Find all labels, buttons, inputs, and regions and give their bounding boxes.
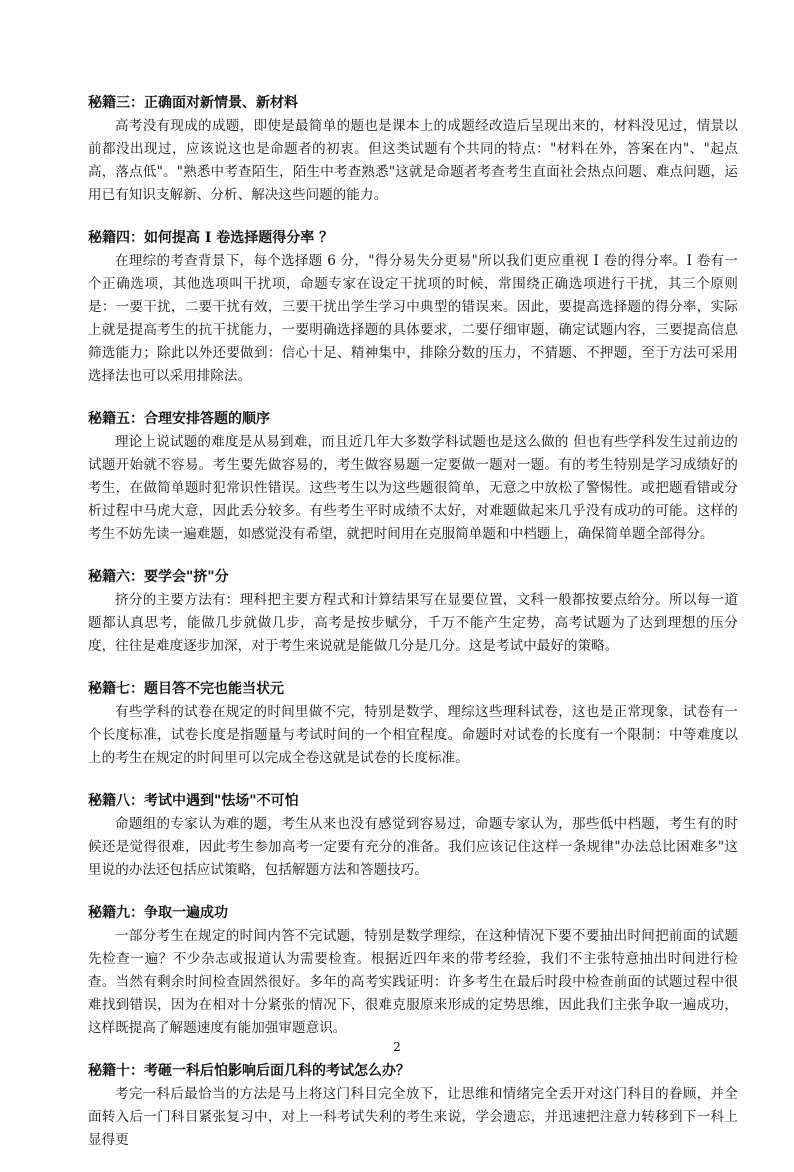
section-title: 秘籍十：考砸一科后怕影响后面几科的考试怎么办？ <box>88 1063 410 1079</box>
section-6 <box>88 566 738 658</box>
section-title: 秘籍三：正确面对新情景、新材料 <box>88 95 298 111</box>
section-body: 挤分的主要方法有：理科把主要方程式和计算结果写在显要位置，文科一般都按要点给分。所以每一道题都认真思考，能做几步就做几步，高考是按步赋分，千万不能产生定势，高考试题为了达到理想的压分度，往往是难度逐步加深，对于考生来说就是能做几分是几分。这是考试中最好的策略。 <box>88 592 738 654</box>
page-number: 2 <box>393 1040 401 1054</box>
section-body: 理论上说试题的难度是从易到难，而且近几年大多数学科试题也是这么做的 但也有些学科发生过前边的试题开始就不容易。考生要先做容易的，考生做容易题一定要做一题对一题。有的考生特别是学习成绩好的考生，在做简单题时犯常识性错误。这些考生以为这些题很简单，无意之中放松了警惕性。或把题看错或分析过程中马虎大意，因此丢分较多。有些考生平时成绩不太好，对难题做起来几乎没有成功的可能。这样的考生不妨先读一遍难题，如感觉没有希望，就把时间用在克服简单题和中档题上，确保简单题全部得分。 <box>88 434 738 542</box>
section-title: 秘籍八：考试中遇到"怯场"不可怕 <box>88 793 299 809</box>
section-5 <box>88 408 738 546</box>
section-body: 在理综的考查背景下，每个选择题 6 分，"得分易失分更易"所以我们更应重视 I 卷的得分率。I 卷有一个正确选项，其他选项叫干扰项，命题专家在设定干扰项的时候，常围绕正确选项进行干扰，其三个原则是：一要干扰，二要干扰有效，三要干扰出学生学习中典型的错误来。因此，要提高选择题的得分率，实际上就是提高考生的抗干扰能力，一要明确选择题的具体要求，二要仔细审题，确定试题内容，三要提高信息筛选能力；除此以外还要做到：信心十足、精神集中，排除分数的压力，不猜题、不押题，至于方法可采用选择法也可以采用排除法。 <box>88 253 738 384</box>
section-title: 秘籍七：题目答不完也能当状元 <box>88 681 284 697</box>
section-title: 秘籍六：要学会"挤"分 <box>88 569 229 585</box>
section-title: 秘籍九：争取一遍成功 <box>88 905 228 921</box>
section-body: 有些学科的试卷在规定的时间里做不完，特别是数学、理综这些理科试卷，这也是正常现象，试卷有一个长度标准，试卷长度是指题量与考试时间的一个相宜程度。命题时对试卷的长度有一个限制：中等难度以上的考生在规定的时间里可以完成全卷这就是试卷的长度标准。 <box>88 704 738 766</box>
section-10 <box>88 1060 738 1152</box>
document-page <box>88 92 738 1172</box>
section-8 <box>88 790 738 882</box>
section-7 <box>88 678 738 770</box>
section-title: 秘籍四：如何提高 I 卷选择题得分率 ？ <box>88 230 334 246</box>
section-title: 秘籍五：合理安排答题的顺序 <box>88 411 270 427</box>
section-3 <box>88 92 738 207</box>
section-body: 命题组的专家认为难的题，考生从来也没有感觉到容易过，命题专家认为，那些低中档题，考生有的时候还是觉得很难，因此考生参加高考一定要有充分的准备。我们应该记住这样一条规律"办法总比困难多"这里说的办法还包括应试策略，包括解题方法和答题技巧。 <box>88 816 738 878</box>
section-body: 考完一科后最恰当的方法是马上将这门科目完全放下，让思维和情绪完全丢开对这门科目的眷顾，并全面转入后一门科目紧张复习中，对上一科考试失利的考生来说，学会遗忘，并迅速把注意力转移到下一科上显得更 <box>88 1086 738 1148</box>
section-4 <box>88 227 738 388</box>
section-body: 高考没有现成的成题，即使是最简单的题也是课本上的成题经改造后呈现出来的，材料没见过，情景以前都没出现过，应该说这也是命题者的初衷。但这类试题有个共同的特点："材料在外，答案在内"、"起点高，落点低"。"熟悉中考查陌生，陌生中考查熟悉"这就是命题者考查考生直面社会热点问题、难点问题，运用已有知识支解新、分析、解决这些问题的能力。 <box>88 118 738 203</box>
section-9 <box>88 902 738 1040</box>
section-body: 一部分考生在规定的时间内答不完试题，特别是数学理综，在这种情况下要不要抽出时间把前面的试题先检查一遍？不少杂志或报道认为需要检查。根据近四年来的带考经验，我们不主张特意抽出时间进行检查。当然有剩余时间检查固然很好。多年的高考实践证明：许多考生在最后时段中检查前面的试题过程中很难找到错误，因为在相对十分紧张的情况下，很难克服原来形成的定势思维，因此我们主张争取一遍成功，这样既提高了解题速度有能加强审题意识。 <box>88 928 738 1036</box>
